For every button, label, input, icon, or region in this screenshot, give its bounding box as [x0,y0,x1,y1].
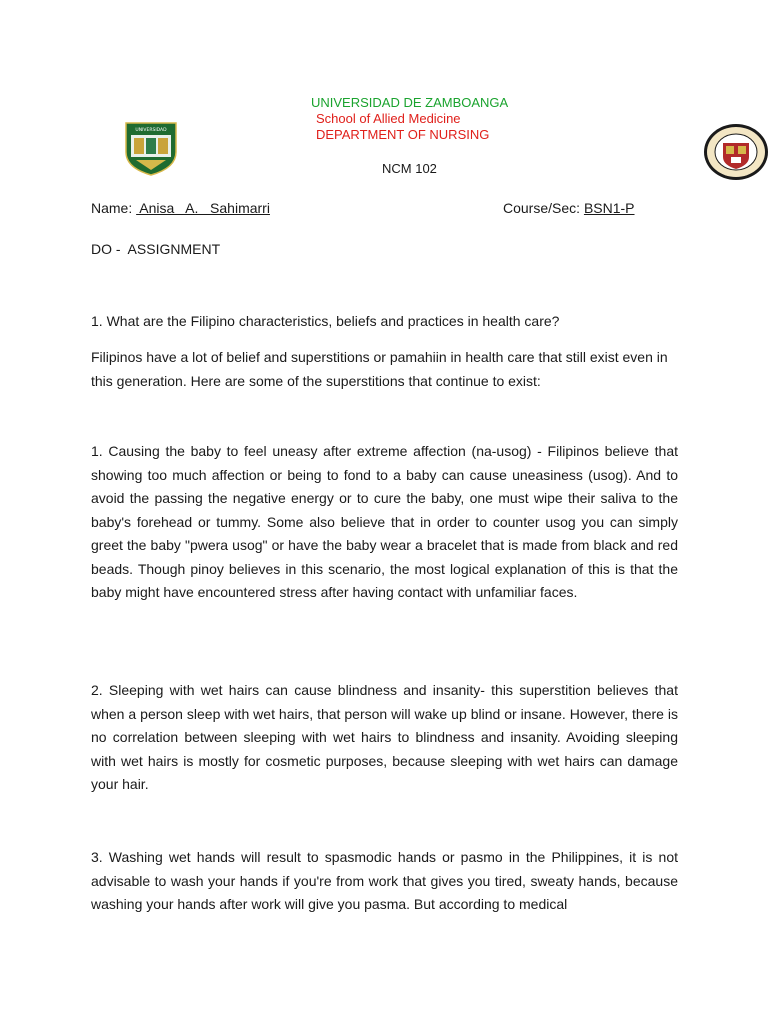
student-name-value: Anisa A. Sahimarri [136,200,270,216]
course-section-label: Course/Sec: [503,200,581,216]
superstition-paragraph-2: 2. Sleeping with wet hairs can cause blindness and insanity- this superstition believes that when a person sleep with wet hairs, that person will wake up blind or insane. However, there is no correlation between sleeping with wet hairs to blindness and insanity. Avoiding sleeping with wet hairs is mostly for cosmetic purposes, because sleeping with wet hairs can damage your hair. [91,682,678,792]
intro-paragraph: Filipinos have a lot of belief and superstitions or pamahiin in health care that still exist even in this generation. Here are some of the superstitions that continue to exist: [91,349,668,389]
superstition-paragraph-3: 3. Washing wet hands will result to spasmodic hands or pasmo in the Philippines, it is not advisable to wash your hands if you're from work that gives you tired, sweaty hands, because washing your hands after work will give you pasma. But according to medical [91,849,678,912]
school-name: School of Allied Medicine [316,111,461,126]
course-code: NCM 102 [382,161,437,176]
course-section-row [503,200,635,216]
student-name-row [91,200,270,216]
department-name: DEPARTMENT OF NURSING [316,127,490,142]
superstition-paragraph-1: 1. Causing the baby to feel uneasy after extreme affection (na-usog) - Filipinos believe that showing too much affection or being to fond to a baby can cause uneasiness (usog). And to avoid the passing the negative energy or to cure the baby, one must wipe their saliva to the baby's forehead or tummy. Some also believe that in order to counter usog you can simply greet the baby "pwera usog" or have the baby wear a bracelet that is made from black and red beads. Though pinoy believes in this scenario, the most logical explanation of this is that the baby might have encountered stress after having contact with unfamiliar faces. [91,443,678,600]
school-of-allied-medicine-seal-logo [703,123,768,181]
university-seal-logo [122,120,180,176]
svg-text:UNIVERSIDAD: UNIVERSIDAD [135,128,167,133]
assignment-title: DO - ASSIGNMENT [91,241,221,257]
question-text: 1. What are the Filipino characteristics, beliefs and practices in health care? [91,313,560,329]
course-section-value: BSN1-P [583,200,635,216]
name-label: Name: [91,200,133,216]
university-name: UNIVERSIDAD DE ZAMBOANGA [311,95,509,110]
